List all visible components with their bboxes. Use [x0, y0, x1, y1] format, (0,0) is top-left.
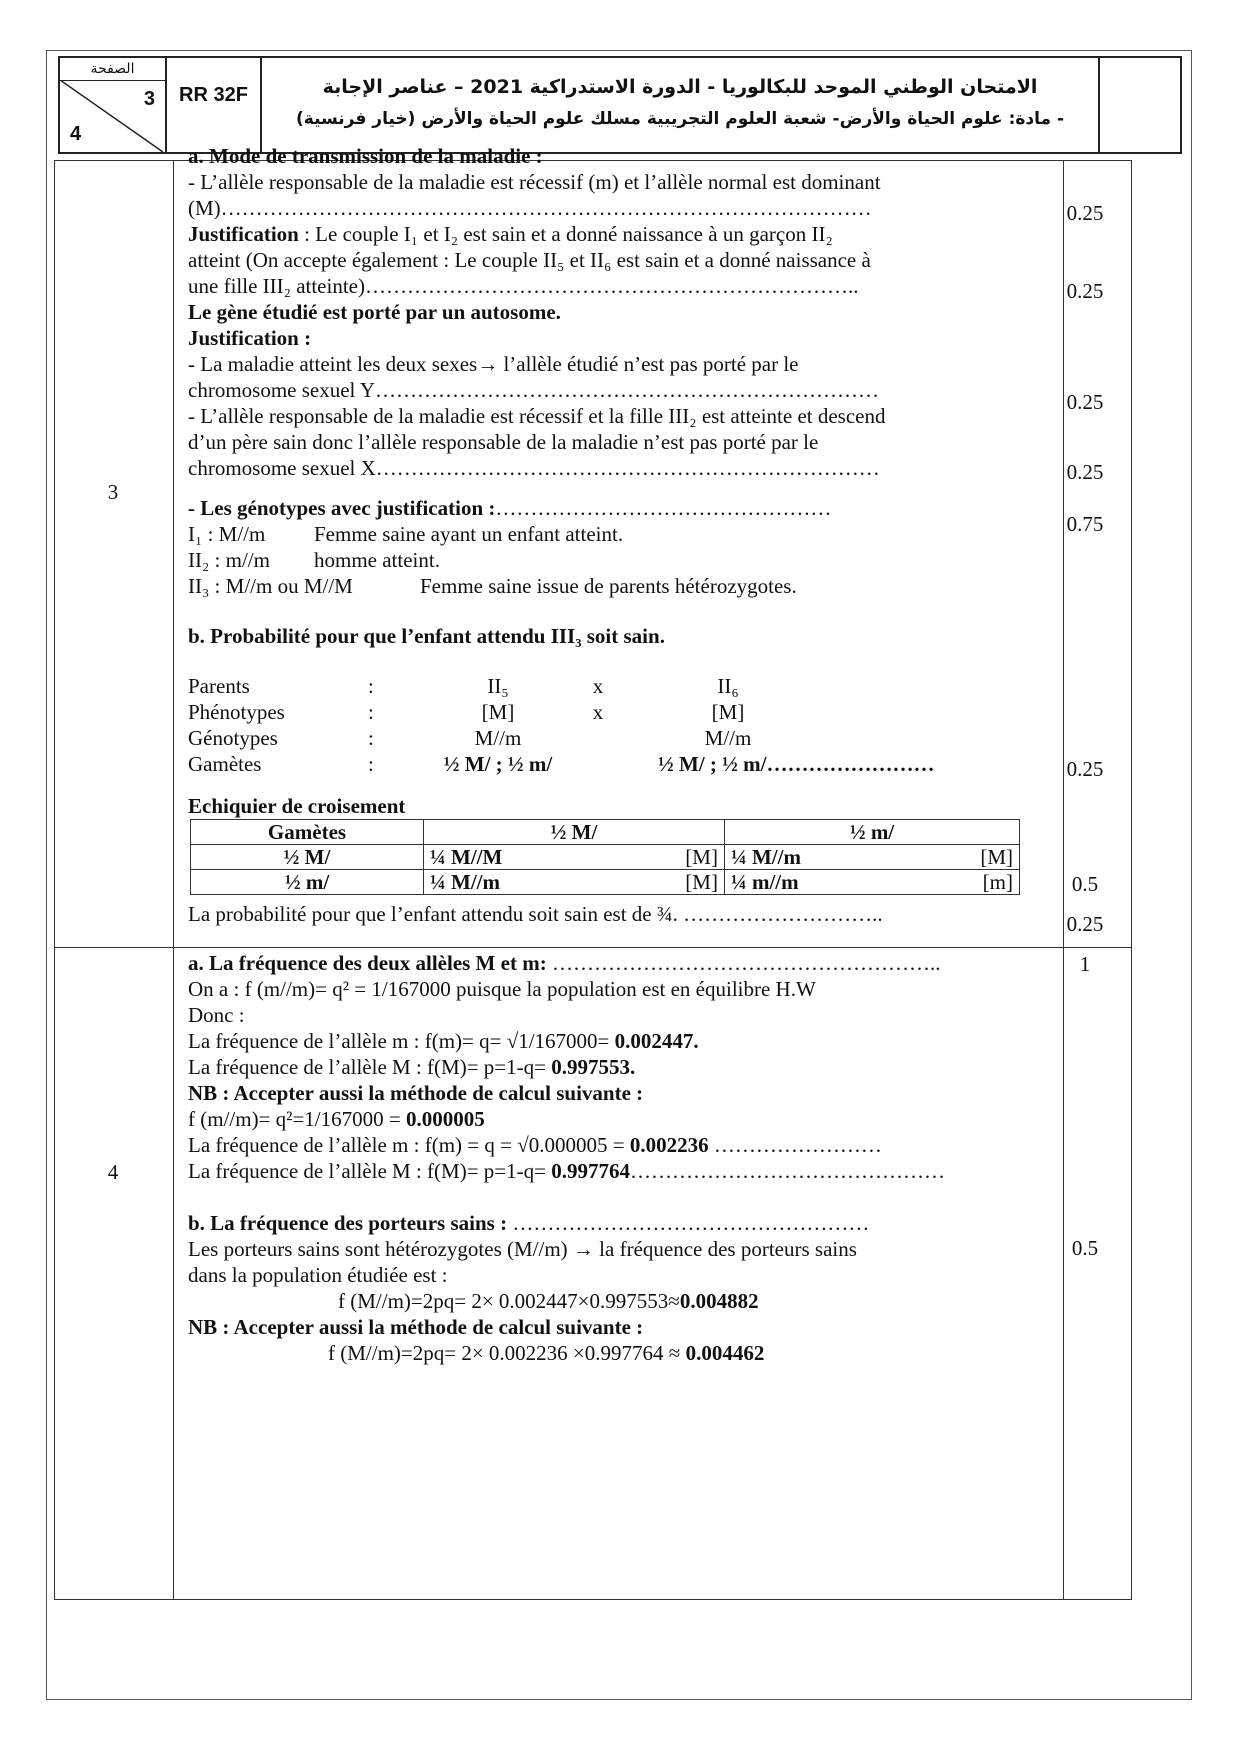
title-line-2: - مادة: علوم الحياة والأرض- شعبة العلوم التجريبية مسلك علوم الحياة والأرض (خيار فرنسية) — [295, 109, 1065, 129]
q4-dots: …………………… — [708, 1133, 882, 1157]
q4-formula: La fréquence de l’allèle M : f(M)= p=1-q= — [188, 1055, 552, 1079]
cross-parent-a: M//m — [474, 726, 522, 750]
q3-justification-label: Justification — [188, 222, 299, 246]
cross-parent-b: II₆ — [717, 674, 739, 698]
cross-layout — [188, 673, 1078, 777]
punnett-phenotype: [M] — [685, 870, 718, 894]
q4-nb: NB : Accepter aussi la méthode de calcul suivante : — [188, 1315, 644, 1339]
q4-a-title: a. La fréquence des deux allèles M et m: — [188, 951, 547, 975]
cross-label: Gamètes — [188, 752, 262, 776]
q3-autosome: Le gène étudié est porté par un autosome. — [188, 300, 561, 324]
cross-parent-b: ½ M/ ; ½ m/…………………… — [658, 752, 935, 776]
q4-line: Les porteurs sains sont hétérozygotes (M//m) → la fréquence des porteurs sains — [188, 1237, 857, 1261]
punnett-header: Gamètes — [267, 820, 347, 844]
q4-a-dots: ……………………………………………….. — [546, 951, 941, 975]
q3-b-title: b. Probabilité pour que l’enfant attendu III₃ soit sain. — [188, 624, 665, 648]
exam-header — [58, 56, 1182, 154]
cross-x — [568, 751, 628, 777]
genotype-justification: homme atteint. — [314, 548, 440, 572]
genotype-id: II₂ : m//m — [188, 548, 270, 572]
q3-conclusion: La probabilité pour que l’enfant attendu soit sain est de ¾. ……………………….. — [188, 902, 883, 926]
q4-b-title: b. La fréquence des porteurs sains : — [188, 1211, 508, 1235]
page-number-box — [60, 58, 167, 152]
punnett-row — [191, 870, 1020, 895]
cross-label: Phénotypes — [188, 700, 285, 724]
q3-justification-2: Justification : — [188, 326, 312, 350]
column-divider — [173, 161, 174, 1599]
question-number-4: 4 — [107, 1160, 119, 1184]
mark: 0.5 — [1071, 1236, 1099, 1260]
q4-result: 0.002236 — [629, 1133, 709, 1157]
genotype-id: II₃ : M//m ou M//M — [188, 574, 353, 598]
punnett-header: ½ M/ — [550, 820, 598, 844]
q3-line: une fille III₂ atteinte)…………………………………………………………….. — [188, 274, 859, 298]
q4-formula: f (M//m)=2pq= 2× 0.002447×0.997553≈ — [338, 1289, 680, 1313]
cross-x: x — [592, 674, 604, 698]
q3-genotypes-title: - Les génotypes avec justification : — [188, 496, 496, 520]
cross-x — [568, 725, 628, 751]
q4-result: 0.004462 — [685, 1341, 765, 1365]
mark: 0.25 — [1066, 390, 1104, 414]
punnett-header: ½ m/ — [849, 820, 895, 844]
punnett-genotype: ¼ M//m — [730, 845, 801, 869]
q3-line: d’un père sain donc l’allèle responsable de la maladie n’est pas porté par le — [188, 430, 819, 454]
genotype-justification: Femme saine ayant un enfant atteint. — [314, 522, 624, 546]
q4-formula: La fréquence de l’allèle m : f(m)= q= √1/167000= — [188, 1029, 615, 1053]
q4-formula: f (M//m)=2pq= 2× 0.002236 ×0.997764 ≈ — [328, 1341, 686, 1365]
mark: 0.25 — [1066, 460, 1104, 484]
mark: 1 — [1079, 952, 1091, 976]
q4-line: On a : f (m//m)= q² = 1/167000 puisque la population est en équilibre H.W — [188, 977, 816, 1001]
exam-title — [262, 58, 1100, 152]
genotype-id: I₁ : M//m — [188, 522, 266, 546]
page-total: 4 — [70, 123, 82, 145]
q3-a-title: a. Mode de transmission de la maladie : — [188, 144, 543, 168]
row-divider — [55, 947, 1131, 948]
page-label: الصفحة — [60, 58, 165, 81]
punnett-header-row — [191, 820, 1020, 845]
punnett-gamete: ½ m/ — [284, 870, 330, 894]
mark: 0.25 — [1066, 201, 1104, 225]
punnett-phenotype: [M] — [685, 845, 718, 869]
cross-label: Parents — [188, 674, 250, 698]
mark: 0.25 — [1066, 912, 1104, 936]
q4-formula: f (m//m)= q²=1/167000 = — [188, 1107, 406, 1131]
cross-x: x — [592, 700, 604, 724]
q4-line: dans la population étudiée est : — [188, 1263, 448, 1287]
q3-line: chromosome sexuel Y……………………………………………………………… — [188, 378, 880, 402]
q3-line: chromosome sexuel X……………………………………………………………… — [188, 456, 880, 480]
mark: 0.25 — [1066, 757, 1104, 781]
q4-dots: ……………………………………… — [629, 1159, 945, 1183]
cross-parent-b: [M] — [711, 700, 745, 724]
q4-nb: NB : Accepter aussi la méthode de calcul suivante : — [188, 1081, 644, 1105]
q3-justification-text: : Le couple I₁ et I₂ est sain et a donné naissance à un garçon II₂ — [298, 222, 833, 246]
punnett-genotype: ¼ M//M — [430, 845, 503, 869]
mark: 0.25 — [1066, 279, 1104, 303]
q4-result: 0.997553. — [551, 1055, 636, 1079]
cross-row — [188, 699, 1078, 725]
q3-line: (M)………………………………………………………………………………… — [188, 196, 872, 220]
cross-parent-b: M//m — [704, 726, 752, 750]
q4-formula: La fréquence de l’allèle m : f(m) = q = √0.000005 = — [188, 1133, 630, 1157]
cross-parent-a: ½ M/ ; ½ m/ — [443, 752, 553, 776]
mark: 0.5 — [1071, 872, 1099, 896]
question-3-content — [188, 143, 1078, 927]
punnett-genotype: ¼ M//m — [430, 870, 500, 894]
q4-result: 0.002447. — [614, 1029, 699, 1053]
q3-line: - La maladie atteint les deux sexes→ l’allèle étudié n’est pas porté par le — [188, 352, 799, 376]
q4-result: 0.997764 — [551, 1159, 630, 1183]
q3-genotypes-dots: ………………………………………… — [495, 496, 832, 520]
cross-row — [188, 673, 1078, 699]
punnett-row — [191, 845, 1020, 870]
punnett-gamete: ½ M/ — [283, 845, 331, 869]
exam-code: RR 32F — [167, 58, 262, 152]
punnett-phenotype: [m] — [982, 870, 1013, 894]
genotype-justification: Femme saine issue de parents hétérozygotes. — [420, 574, 797, 598]
cross-row — [188, 725, 1078, 751]
q4-b-dots: …………………………………………… — [507, 1211, 870, 1235]
cross-label: Génotypes — [188, 726, 278, 750]
cross-row — [188, 751, 1078, 777]
mark: 0.75 — [1066, 512, 1104, 536]
q4-line: Donc : — [188, 1003, 245, 1027]
header-empty-cell — [1100, 58, 1180, 152]
cross-sep: : — [368, 752, 374, 776]
page-current: 3 — [143, 88, 155, 110]
title-line-1: الامتحان الوطني الموحد للبكالوريا - الدورة الاستدراكية 2021 – عناصر الإجابة — [322, 76, 1038, 98]
cross-sep: : — [368, 674, 374, 698]
cross-parent-a: II₅ — [487, 674, 509, 698]
q4-result: 0.004882 — [679, 1289, 759, 1313]
question-4-content — [188, 950, 1078, 1366]
punnett-phenotype: [M] — [980, 845, 1013, 869]
punnett-genotype: ¼ m//m — [730, 870, 799, 894]
cross-sep: : — [368, 726, 374, 750]
q3-line: - L’allèle responsable de la maladie est récessif et la fille III₂ est atteinte et descend — [188, 404, 886, 428]
q3-line: - L’allèle responsable de la maladie est récessif (m) et l’allèle normal est dominant — [188, 170, 881, 194]
question-number-3: 3 — [107, 480, 119, 504]
punnett-square — [190, 819, 1020, 895]
cross-parent-a: [M] — [481, 700, 515, 724]
echiquier-title: Echiquier de croisement — [188, 794, 406, 818]
cross-sep: : — [368, 700, 374, 724]
q4-result: 0.000005 — [405, 1107, 485, 1131]
q4-formula: La fréquence de l’allèle M : f(M)= p=1-q= — [188, 1159, 552, 1183]
q3-line: atteint (On accepte également : Le couple II₅ et II₆ est sain et a donné naissance à — [188, 248, 871, 272]
